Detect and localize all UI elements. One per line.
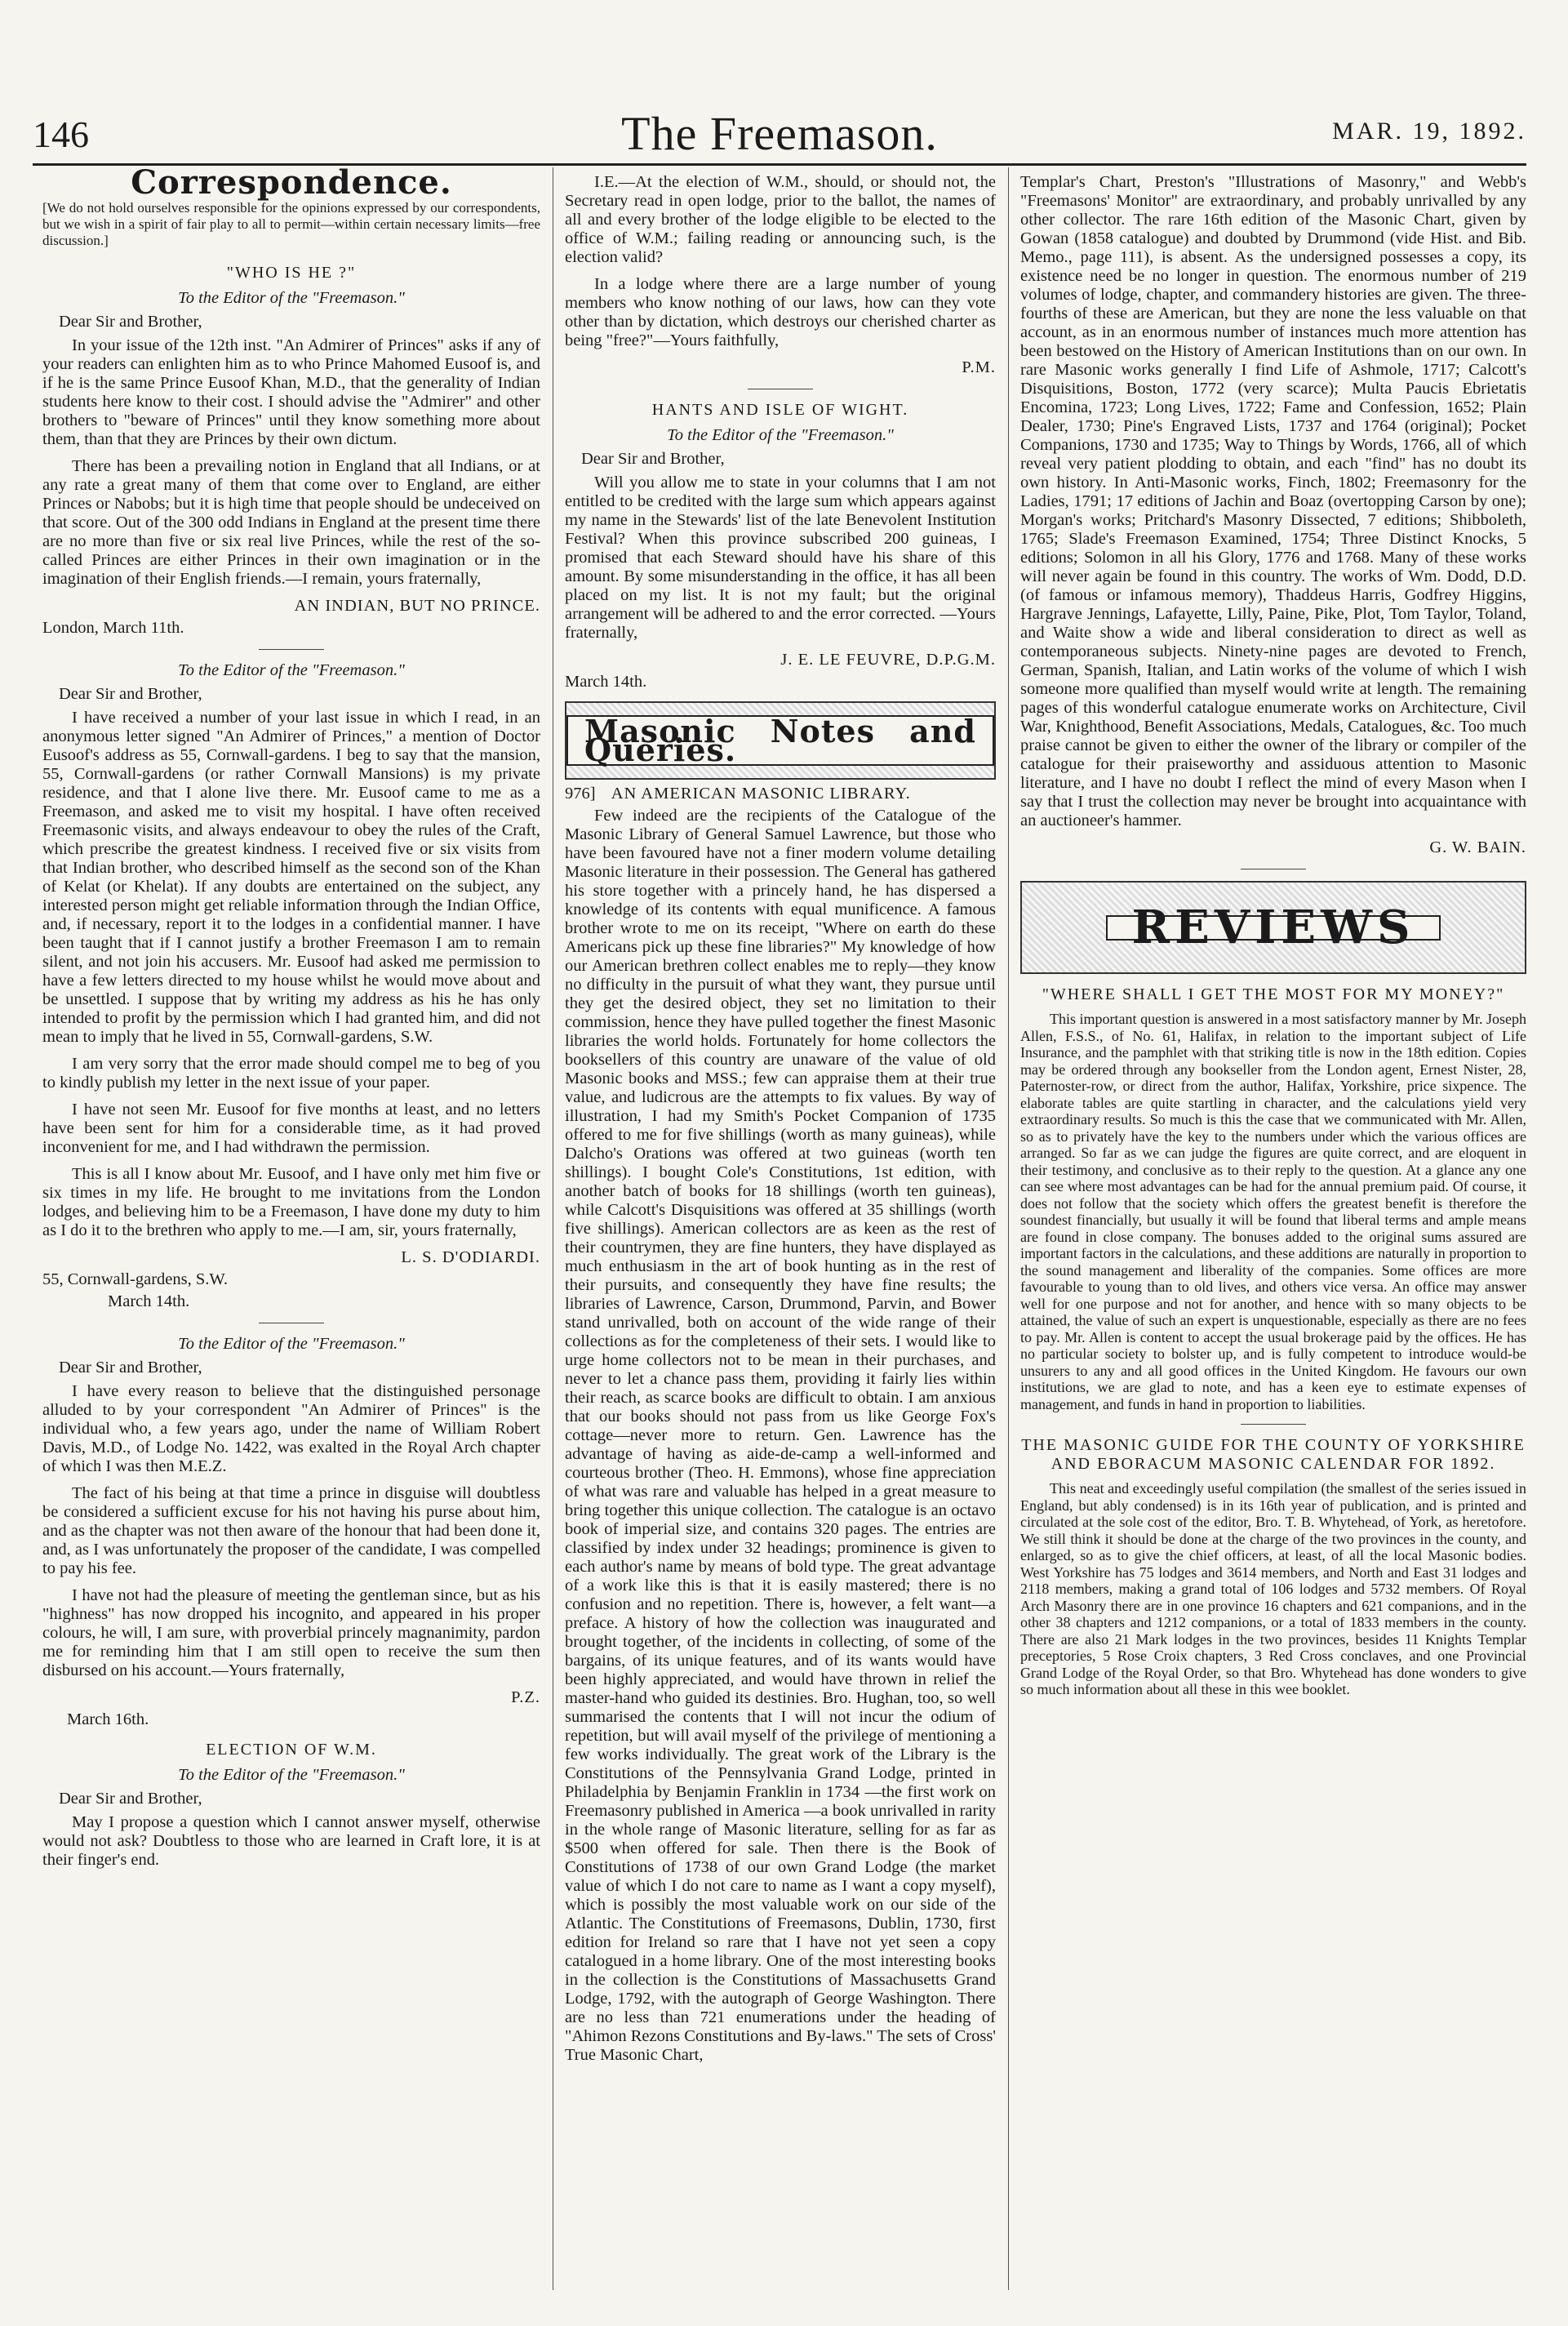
review-heading: "WHERE SHALL I GET THE MOST FOR MY MONEY?" [1042, 985, 1505, 1003]
letter-paragraph: I have not seen Mr. Eusoof for five months at least, and no letters have been sent for him for a considerable time, as it had proved inconvenient for me, and I had withdrawn the permission. [42, 1101, 540, 1156]
letter-date: March 14th. [108, 1292, 190, 1310]
letter-addressee: To the Editor of the "Freemason." [178, 1335, 405, 1353]
article-paragraph: Few indeed are the recipients of the Catalogue of the Masonic Library of General Samuel Lawrence, but those who have been favoured have not a finer modern volume detailing Masonic literature in their possession. The General has gathered his store together with a princely hand, he has dispersed a knowledge of its contents with equal munificence. A famous brother wrote to me on its receipt, "Where on earth do these Americans pick up these fine libraries?" My knowledge of how our American brethren collect enables me to reply—they know no difficulty in the pursuit of what they want, they pursue until they get the desired object, they set no limitation to their commission, hence they have pulled together the finest Masonic libraries the world holds. Fortunately for home collectors the booksellers of this country are unaware of the value of old Masonic books and MSS.; few can appraise them at their true value, and ludicrous are the attempts to fix values. By way of illustration, I had my Smith's Pocket Companion of 1735 offered to me for five shillings (worth as many guineas), while Dalcho's Orations was offered at two guineas (worth ten shillings). I bought Cole's Constitutions, 1st edition, with another batch of books for 18 shillings (worth ten guineas), while Calcott's Disquisitions was offered at 35 shillings (worth five shillings). American collectors are as keen as the rest of their countrymen, they are fine hunters, they have displayed as much enthusiasm in the art of book hunting as in the rest of their pursuits, and consequently they have fine results; the libraries of Lawrence, Carson, Drummond, Parvin, and Bower stand unrivalled, both on account of the wide range of their collections as for the completeness of their sets. I would like to urge home collectors not to be mean in their purchases, and never to let a chance pass them, providing it fairly lies within their reach, as scarce books are difficult to obtain. I am anxious that our books should not pass from us like George Fox's cottage—never more to return. Gen. Lawrence has the advantage of having as aide-de-camp a well-informed and courteous brother (Theo. H. Emmons), whose fine appreciation of what was rare and valuable has helped in a great measure to bring together this unique collection. The catalogue is an octavo book of imperial size, and contains 320 pages. The entries are classified by index under 32 headings; prominence is given to each author's name by means of bold type. The great advantage of a work like this is that it is easily mastered; there is no confusion and no repetition. There is, however, a felt want—a preface. A history of how the collection was inaugurated and brought together, of the incidents in collecting, of some of the bargains, of its unique features, and of its wants would have been highly appreciated, and would have thrown in relief the master-hand who guided its destinies. Bro. Hughan, too, so well summarised the contents that I will not incur the odium of repetition, but will avail myself of the privilege of mentioning a few works individually. The great work of the Library is the Constitutions of the Pennsylvania Grand Lodge, printed in Philadelphia by Benjamin Franklin in 1734 —the first work on Freemasonry published in America —a book unrivalled in rarity in the whole range of Masonic literature, selling for as far as $500 when offered for sale. Then there is the Book of Constitutions of 1738 of our own Grand Lodge (the market value of which I do not care to name as I want a copy myself), which is possibly the most valuable work on our side of the Atlantic. The Constitutions of Freemasons, Dublin, 1730, first edition for Ireland so rare that I have not yet seen a copy catalogued in a home library. One of the most interesting books in the collection is the Constitutions of Massachusetts Grand Lodge, 1792, with the autograph of George Washington. There are no less than 721 enumerations under the heading of "Ahimon Rezons Constitutions and By-laws." The sets of Cross' True Masonic Chart, [565, 807, 996, 2064]
issue-date: MAR. 19, 1892. [1332, 118, 1526, 145]
letter-signature: AN INDIAN, BUT NO PRINCE. [294, 597, 540, 615]
letter-paragraph: In your issue of the 12th inst. "An Admirer of Princes" asks if any of your readers can enlighten him as to who Prince Mahomed Eusoof is, and if he is the same Prince Eusoof Khan, M.D., that the generality of Indian students here know to their cost. I should advise the "Admirer" and other brothers to "beware of Princes" until they know something more about them, than that they are Princes by their own dictum. [42, 336, 540, 448]
letter-addressee: To the Editor of the "Freemason." [178, 661, 405, 679]
article-heading: AN AMERICAN MASONIC LIBRARY. [611, 785, 911, 803]
page-number: 146 [33, 113, 89, 155]
letter-paragraph: This is all I know about Mr. Eusoof, and I have only met him five or six times in my life. He brought to me invitations from the London lodges, and believing him to be a Freemason, I have done my duty to him as I do it to the brethren who apply to me.—I am, sir, yours fraternally, [42, 1165, 540, 1239]
letter-addressee: To the Editor of the "Freemason." [178, 1766, 405, 1784]
section-title: Correspondence. [131, 163, 452, 202]
letter-paragraph: Will you allow me to state in your columns that I am not entitled to be credited with the large sum which appears against my name in the Stewards' list of the late Benevolent Institution Festival? When this province subscribed 200 guineas, I promised that each Steward should have his share of this amount. By some misunderstanding in the office, it has all been placed on my list. It is not my fault; but the original arrangement will be adhered to and the error corrected. —Yours fraternally, [565, 474, 996, 642]
letter-date: March 14th. [565, 673, 647, 691]
column-3 [1020, 173, 1526, 1706]
article-paragraph: Templar's Chart, Preston's "Illustrations of Masonry," and Webb's "Freemasons' Monitor" are extraordinary, and probably unrivalled by any other collector. The rare 16th edition of the Masonic Chart, given by Gowan (1858 catalogue) and doubted by Drummond (vide Hist. and Bib. Memo., page 111), is absent. As the undersigned possesses a copy, its existence need be no longer in question. The enormous number of 219 volumes of lodge, chapter, and commandery histories are given. The three-fourths of these are American, but they are none the less valuable on that account, as in an enormous number of instances much more attention has been bestowed on the History of American Institutions than on our own. In rare Masonic works generally I find Life of Ashmole, 1717; Calcott's Disquisitions, Boston, 1772 (very scarce); Multa Paucis Ebrietatis Encomina, 1723; Long Lives, 1722; Fame and Confession, 1652; Plain Dealer, 1730; Pine's Engraved Lists, 1737 and 1764 (original); Pocket Companions, 1730 and 1735; Way to Things by Words, 1766, all of which reveal very patient plodding to obtain, and each "find" has no doubt its own history. In Anti-Masonic works, Finch, 1802; Freemasonry for the Ladies, 1791; 17 editions of Jachin and Boaz (overtopping Carson by one); Morgan's works; Pritchard's Masonry Dissected, 7 editions; Shibboleth, 1765; Slade's Freemason Examined, 1754; Three Distinct Knocks, 5 editions; Solomon in all his Glory, 1776 and 1768. Many of these works will never again be found in this country. The works of Wm. Dodd, D.D. (of famous or infamous memory), Thaddeus Harris, Godfrey Higgins, Hargrave Jennings, Lafayette, Lilly, Paine, Pike, Plot, Tom Taylor, Toland, and Waite show a wide and liberal consideration to direct as well as contemporaneous subjects. Ninety-nine pages are devoted to French, German, Spanish, Italian, and Latin works of the volume of which I wish someone more qualified than myself would write at length. The remaining pages of this wonderful catalogue enumerate works on Architecture, Civil War, Knighthood, Benefit Associations, Medals, Catalogues, &c. Too much praise cannot be given to either the owner of the library or compiler of the catalogue for their praiseworthy and assiduous attention to Masonic literature, and I have no doubt I reflect the mind of every Mason when I say that I trust the collection may never be brought into acquaintance with an auctioneer's hammer. [1020, 173, 1526, 829]
letter-paragraph: I am very sorry that the error made should compel me to beg of you to kindly publish my letter in the next issue of your paper. [42, 1055, 540, 1092]
letter-place: 55, Cornwall-gardens, S.W. [42, 1270, 228, 1288]
article-signature: G. W. BAIN. [1429, 838, 1526, 856]
disclaimer: [We do not hold ourselves responsible for the opinions expressed by our correspondents, but we wish in a spirit of fair play to all to permit—within certain necessary limits—free discussion.] [42, 200, 540, 248]
letter-salutation: Dear Sir and Brother, [59, 1359, 202, 1376]
review-heading: THE MASONIC GUIDE FOR THE COUNTY OF YORKSHIRE AND EBORACUM MASONIC CALENDAR FOR 1892. [1021, 1436, 1526, 1473]
letter-paragraph: I have every reason to believe that the distinguished personage alluded to by your correspondent "An Admirer of Princes" is the individual who, a few years ago, under the name of William Robert Davis, M.D., of Lodge No. 1422, was exalted in the Royal Arch chapter of which I was then M.E.Z. [42, 1382, 540, 1475]
page-header [33, 106, 1526, 163]
letter-paragraph: There has been a prevailing notion in England that all Indians, or at any rate a great many of them that come over to England, are either Princes or Nabobs; but it is high time that people should be undeceived on that score. Out of the 300 odd Indians in England at the present time there are no more than five or six real live Princes, while the rest of the so-called Princes are either Princes in their own imagination or in the imagination of their English friends.—I remain, yours fraternally, [42, 457, 540, 588]
banner-title: Masonic Notes and Queries. [566, 715, 994, 766]
letter-addressee: To the Editor of the "Freemason." [667, 426, 894, 444]
separator [259, 649, 324, 650]
review-paragraph: This neat and exceedingly useful compilation (the smallest of the series issued in England, but ably condensed) is in its 16th year of publication, and is printed and circulated at the sole cost of the editor, Bro. T. B. Whytehead, of York, as heretofore. We still think it should be done at the charge of the two provinces in the county, and enlarged, so as to give the chief officers, at least, of all the local Masonic bodies. West Yorkshire has 75 lodges and 3614 members, and North and East 31 lodges and 2118 members, making a grand total of 106 lodges and 5732 members. Of Royal Arch Masonry there are in one province 16 chapters and 621 companions, and in the other 38 chapters and 1212 companions, or a total of 1833 members in the county. There are also 21 Mark lodges in the two provinces, besides 11 Knights Templar preceptories, 5 Rose Croix chapters, 3 Red Cross conclaves, and one Provincial Grand Lodge of the Royal Order, so that Bro. Whytehead has done wonders to give so much information about all these in this wee booklet. [1020, 1480, 1526, 1697]
letter-salutation: Dear Sir and Brother, [581, 450, 725, 468]
letter-paragraph: May I propose a question which I cannot answer myself, otherwise would not ask? Doubtless to those who are learned in Craft lore, it is at their finger's end. [42, 1813, 540, 1869]
letter-salutation: Dear Sir and Brother, [59, 685, 202, 703]
letter-heading: ELECTION OF W.M. [206, 1741, 377, 1759]
banner-title: REVIEWS [1106, 915, 1441, 941]
review-paragraph: This important question is answered in a most satisfactory manner by Mr. Joseph Allen, F.S.S., of No. 61, Halifax, in relation to the important subject of Life Insurance, and the pamphlet with that striking title is now in the 18th edition. Copies may be ordered through any bookseller from the London agent, Ernest Nister, 28, Paternoster-row, or direct from the author, Halifax, Yorkshire, price sixpence. The elaborate tables are quite startling in character, and the calculations yield very extraordinary results. So much is this the case that we communicated with Mr. Allen, so as to privately have the key to the numbers under which the various offices are arranged. So far as we can judge the figures are quite correct, and are eloquent in their testimony, and conclusive as to their reply to the question. At a glance any one can see where most advantages can be had for the annual premium paid. Of course, it does not follow that the society which offers the greatest benefit is therefore the soundest financially, but usually it will be found that liberal terms and ample means are found in close company. The bonuses added to the original sums assured are important factors in the calculations, and these additions are naturally in proportion to the sound management and liberality of the companies. Some offices are more favourable to young than to old lives, and others vice versa. An office may answer well for one purpose and not for another, and hence with so many objects to be attained, the value of such an expert is unquestionable, especially as there are no fees to pay. Mr. Allen is content to accept the usual brokerage paid by the offices. He has no particular society to bolster up, and is fully competent to introduce would-be unsurers to any and all good offices in the United Kingdom. He favours our own institutions, we are glad to note, and has a keen eye to estimate expenses of management, and funds in hand in proportion to liabilities. [1020, 1011, 1526, 1412]
reviews-banner [1020, 881, 1526, 974]
masonic-notes-banner [565, 701, 996, 780]
letter-heading: "WHO IS HE ?" [226, 264, 357, 282]
column-1 [42, 163, 540, 1878]
letter-paragraph: I have not had the pleasure of meeting the gentleman since, but as his "highness" has now dropped his incognito, and appeared in his proper colours, he will, I am sure, with proverbial princely magnanimity, pardon me for reminding him that I am still open to receive the sum then disbursed on his account.—Yours fraternally, [42, 1586, 540, 1679]
letter-date: March 16th. [67, 1710, 149, 1728]
letter-signature: P.M. [962, 358, 996, 376]
column-2 [565, 173, 996, 2073]
letter-signature: J. E. LE FEUVRE, D.P.G.M. [780, 651, 996, 669]
letter-heading: HANTS AND ISLE OF WIGHT. [651, 401, 909, 419]
newspaper-title: The Freemason. [621, 107, 938, 160]
letter-paragraph: The fact of his being at that time a prince in disguise will doubtless be considered a sufficient excuse for his not having his purse about him, and as the chapter was not then aware of the honour that had been done it, and, as I was unfortunately the proposer of the candidate, I was compelled to pay his fee. [42, 1484, 540, 1577]
query-number: 976] [565, 785, 596, 803]
letter-paragraph: In a lodge where there are a large number of young members who know nothing of our laws, how can they vote other than by dictation, which destroys our cherished charter as being "free?"—Yours faithfully, [565, 275, 996, 349]
letter-place: London, March 11th. [42, 619, 184, 637]
letter-signature: L. S. D'ODIARDI. [401, 1248, 540, 1266]
letter-paragraph: I have received a number of your last issue in which I read, in an anonymous letter signed "An Admirer of Princes," a mention of Doctor Eusoof's address as 55, Cornwall-gardens. I beg to say that the mansion, 55, Cornwall-gardens (or rather Cornwall Mansions) is my private residence, and that I alone live there. Mr. Eusoof came to me as a Freemason, and asked me to visit my hospital. I have often received Freemasonic visits, and always endeavour to obey the rules of the Craft, which prescribe the greatest kindness. I received five or six visits from that Indian brother, who described himself as the second son of the Khan of Kelat (or Khelat). If any doubts are entertained on the subject, any interested person might get reliable information through the Indian Office, and, if necessary, report it to the lodges in a confidential manner. I have been taught that if I cannot justify a brother Freemason I am to remain silent, and not join his accusers. Mr. Eusoof had asked me permission to have a few letters directed to my house whilst he would move about and be unsettled. I suppose that by writing my address as his he has only intended to profit by the permission which I had granted him, and did not mean to imply that he lived in 55, Cornwall-gardens, S.W. [42, 709, 540, 1046]
column-divider [1008, 167, 1009, 2290]
separator [1241, 1424, 1306, 1425]
letter-paragraph: I.E.—At the election of W.M., should, or should not, the Secretary read in open lodge, prior to the ballot, the names of all and every brother of the lodge eligible to be elected to the office of W.M.; failing reading or announcing such, is the election valid? [565, 173, 996, 266]
letter-salutation: Dear Sir and Brother, [59, 313, 202, 331]
letter-addressee: To the Editor of the "Freemason." [178, 289, 405, 307]
letter-signature: P.Z. [511, 1688, 540, 1706]
letter-salutation: Dear Sir and Brother, [59, 1790, 202, 1808]
